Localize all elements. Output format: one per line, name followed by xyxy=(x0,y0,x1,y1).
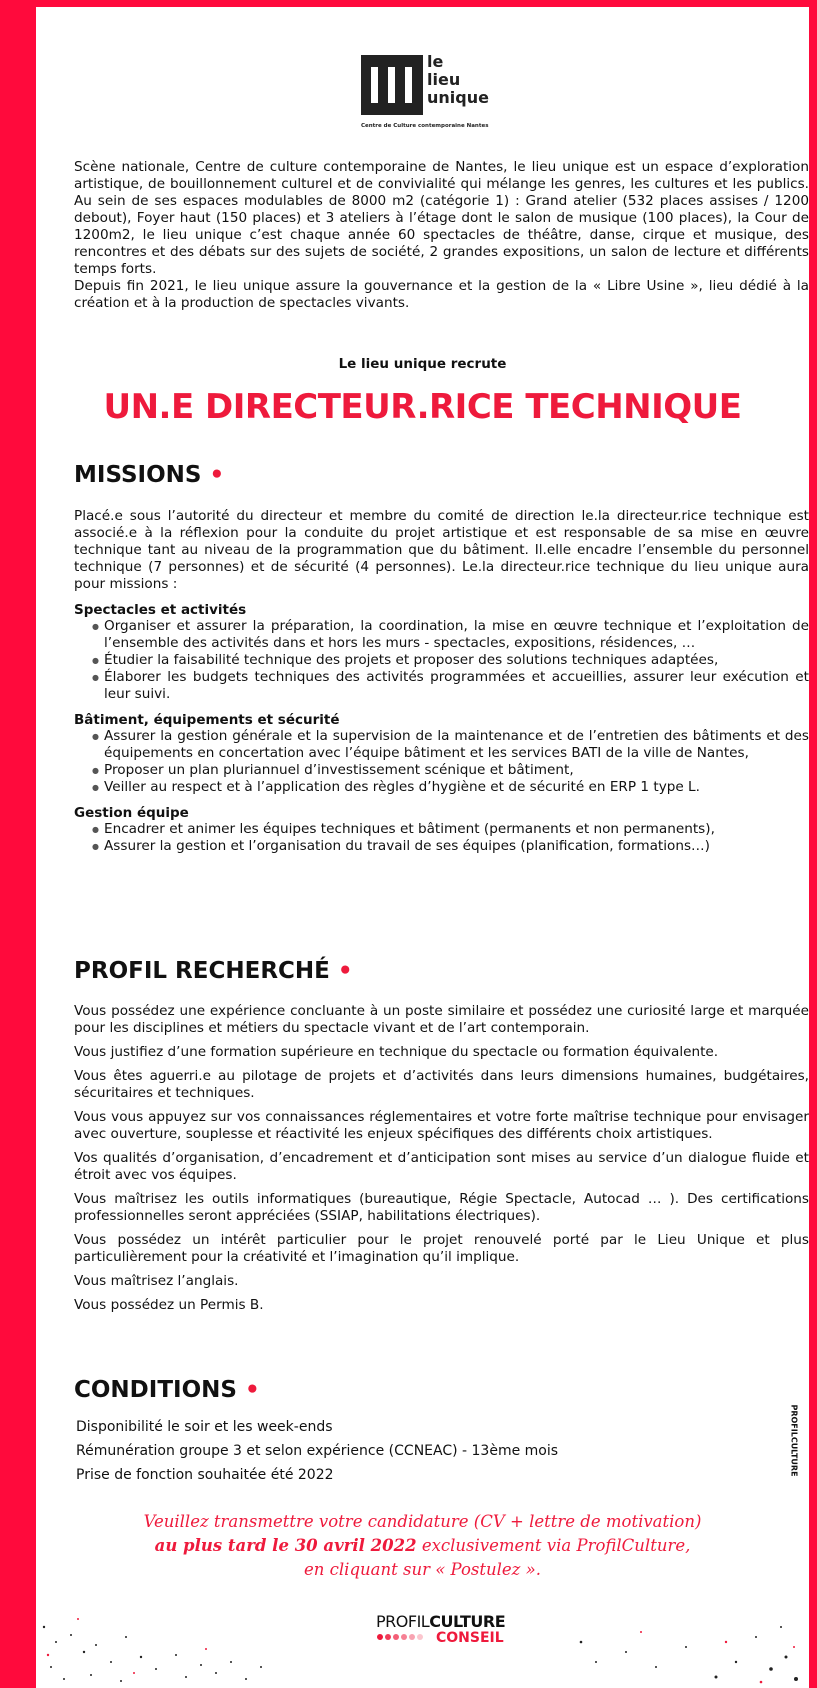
missions-group-2-list xyxy=(74,728,809,796)
profil-paragraph: Vous vous appuyez sur vos connaissances réglementaires et votre forte maîtrise technique pour envisager avec ouverture, souplesse et réactivité les enjeux spécifiques des différents choix artistiques. xyxy=(74,1109,809,1142)
conditions-heading xyxy=(74,1377,260,1403)
lieu-unique-logo xyxy=(361,47,501,129)
side-brand-label xyxy=(788,1404,802,1484)
condition-item: Rémunération groupe 3 et selon expérience (CCNEAC) - 13ème mois xyxy=(76,1443,559,1459)
list-item: ● Proposer un plan pluriannuel d’investissement scénique et bâtiment, xyxy=(104,762,809,779)
conditions-dot: • xyxy=(244,1377,260,1403)
apply-line-2-rest: exclusivement via ProfilCulture, xyxy=(416,1536,691,1555)
footer-profil: PROFIL xyxy=(376,1612,430,1631)
footer-dots-icon xyxy=(376,1633,434,1641)
missions-heading-text: MISSIONS xyxy=(74,462,202,488)
profil-paragraph: Vous maîtrisez l’anglais. xyxy=(74,1273,239,1289)
logo-bars-icon xyxy=(361,55,423,115)
logo-word-1: le xyxy=(427,52,444,71)
recrute-label: Le lieu unique recrute xyxy=(338,356,507,372)
job-title: UN.E DIRECTEUR.RICE TECHNIQUE xyxy=(103,387,742,427)
missions-intro: Placé.e sous l’autorité du directeur et membre du comité de direction le.la directeur.rice technique est associé.e à la réflexion pour la conduite du projet artistique et est responsable de sa mise en œuvre technique tant au niveau de la programmation que du bâtiment. Il.elle encadre l’ensemble du personnel technique (7 personnes) et de sécurité (4 personnes). Le.la directeur.rice technique du lieu unique aura pour missions : xyxy=(74,508,809,592)
profil-paragraph: Vous êtes aguerri.e au pilotage de projets et d’activités dans leurs dimensions humaines, budgétaires, sécuritaires et techniques. xyxy=(74,1068,809,1101)
missions-group-3-list xyxy=(74,821,809,855)
list-item: ● Étudier la faisabilité technique des projets et proposer des solutions techniques adaptées, xyxy=(104,652,809,669)
apply-deadline: au plus tard le 30 avril 2022 xyxy=(154,1536,417,1555)
side-brand-text: PROFILCULTURE xyxy=(789,1404,799,1477)
profil-paragraph: Vous justifiez d’une formation supérieure en technique du spectacle ou formation équivalente. xyxy=(74,1044,719,1060)
profil-body xyxy=(74,1003,809,1321)
apply-line-1: Veuillez transmettre votre candidature (CV + lettre de motivation) xyxy=(143,1512,702,1531)
profil-paragraph: Vous possédez un intérêt particulier pour le projet renouvelé porté par le Lieu Unique et plus particulièrement pour la créativité et l’imagination qu’il implique. xyxy=(74,1232,809,1265)
list-item: ● Assurer la gestion générale et la supervision de la maintenance et de l’entretien des bâtiments et des équipements en concertation avec l’équipe bâtiment et les services BATI de la ville de Nantes, xyxy=(104,728,809,762)
list-item: ● Veiller au respect et à l’application des règles d’hygiène et de sécurité en ERP 1 type L. xyxy=(104,779,809,796)
profil-paragraph: Vous possédez une expérience concluante à un poste similaire et possédez une curiosité large et marquée pour les disciplines et métiers du spectacle vivant et de l’art contemporain. xyxy=(74,1003,809,1036)
logo-word-2: lieu xyxy=(427,70,461,89)
list-item: ● Organiser et assurer la préparation, la coordination, la mise en œuvre technique et l’exploitation de l’ensemble des activités dans et hors les murs - spectacles, expositions, résidences, … xyxy=(104,618,809,652)
footer-conseil: CONSEIL xyxy=(436,1630,504,1646)
footer-logo-wordmark xyxy=(376,1612,526,1631)
profil-paragraph: Vous possédez un Permis B. xyxy=(74,1297,264,1313)
list-item: ● Élaborer les budgets techniques des activités programmées et accueillies, assurer leur exécution et leur suivi. xyxy=(104,669,809,703)
apply-line-2 xyxy=(36,1534,809,1558)
apply-instructions xyxy=(36,1510,809,1582)
missions-dot: • xyxy=(209,462,225,488)
job-posting-page xyxy=(36,7,809,1688)
logo-word-3: unique xyxy=(427,88,489,107)
profil-paragraph: Vos qualités d’organisation, d’encadrement et d’anticipation sont mises au service d’un dialogue fluide et étroit avec vos équipes. xyxy=(74,1150,809,1183)
profil-dot: • xyxy=(337,958,353,984)
conditions-body xyxy=(76,1415,809,1487)
profil-paragraph: Vous maîtrisez les outils informatiques (bureautique, Régie Spectacle, Autocad … ). Des certifications professionnelles seront appréciées (SSIAP, habilitations électriques). xyxy=(74,1191,809,1224)
footer-culture: CULTURE xyxy=(429,1612,506,1631)
list-item: ● Assurer la gestion et l’organisation du travail de ses équipes (planification, formations…) xyxy=(104,838,809,855)
logo-tagline: Centre de Culture contemporaine Nantes xyxy=(361,123,489,129)
profil-heading xyxy=(74,958,353,984)
profil-heading-text: PROFIL RECHERCHÉ xyxy=(74,958,330,984)
condition-item: Disponibilité le soir et les week-ends xyxy=(76,1419,333,1435)
intro-paragraph-2: Depuis fin 2021, le lieu unique assure la gouvernance et la gestion de la « Libre Usine », lieu dédié à la création et à la production de spectacles vivants. xyxy=(74,278,809,311)
missions-group-1-list xyxy=(74,618,809,703)
condition-item: Prise de fonction souhaitée été 2022 xyxy=(76,1467,334,1483)
missions-body xyxy=(74,508,809,855)
list-item: ● Encadrer et animer les équipes techniques et bâtiment (permanents et non permanents), xyxy=(104,821,809,838)
missions-group-3-title: Gestion équipe xyxy=(74,805,189,821)
missions-group-1-title: Spectacles et activités xyxy=(74,602,247,618)
missions-heading xyxy=(74,462,224,488)
apply-line-3: en cliquant sur « Postulez ». xyxy=(304,1560,541,1579)
profilculture-conseil-logo xyxy=(376,1612,526,1646)
conditions-heading-text: CONDITIONS xyxy=(74,1377,237,1403)
intro-block xyxy=(74,159,809,312)
intro-paragraph-1: Scène nationale, Centre de culture contemporaine de Nantes, le lieu unique est un espace d’exploration artistique, de bouillonnement culturel et de convivialité qui mélange les genres, les cultures et les publics. Au sein de ses espaces modulables de 8000 m2 (catégorie 1) : Grand atelier (532 places assises / 1200 debout), Foyer haut (150 places) et 3 ateliers à l’étage dont le salon de musique (100 places), la Cour de 1200m2, le lieu unique c’est chaque année 60 spectacles de théâtre, danse, cirque et musique, des rencontres et des débats sur des sujets de société, 2 grandes expositions, un salon de lecture et différents temps forts. xyxy=(74,159,809,277)
missions-group-2-title: Bâtiment, équipements et sécurité xyxy=(74,712,340,728)
